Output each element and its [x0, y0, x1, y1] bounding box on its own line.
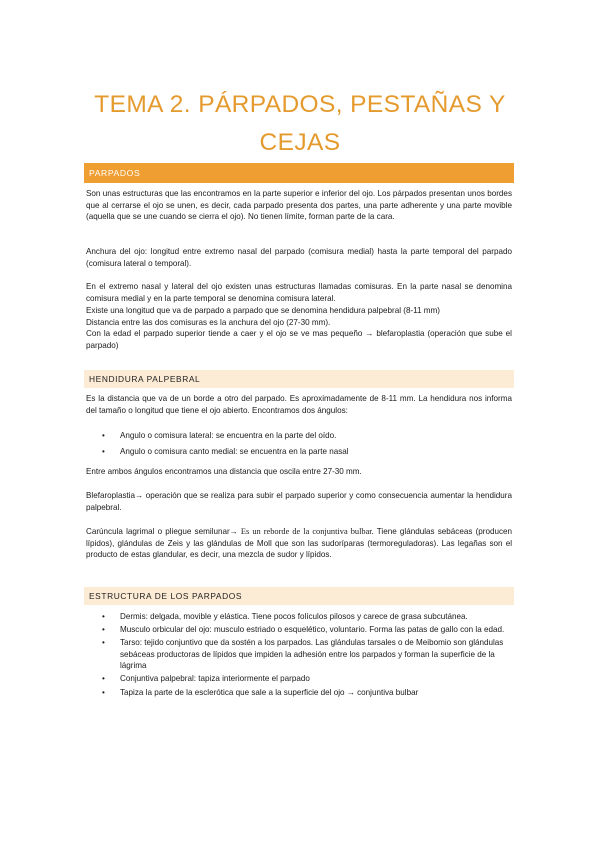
paragraph: Blefaroplastia→ operación que se realiza para subir el parpado superior y como consecuencia aumentar la hendidura palpebral.	[86, 491, 512, 512]
paragraph: Son unas estructuras que las encontramos en la parte superior e inferior del ojo. Los párpados presentan unos bordes que al cerrarse el ojo se unen, es decir, cada parpado presenta dos partes, una parte adherente y una parte movible (aquella que se une cuando se cierra el ojo). No tienen límite, forman parte de la cara.	[86, 189, 512, 222]
section-heading-estructura: ESTRUCTURA DE LOS PARPADOS	[84, 587, 514, 605]
list-item: • Conjuntiva palpebral: tapiza interiormente el parpado	[86, 673, 512, 685]
list-item: • Musculo orbicular del ojo: musculo estriado o esquelético, voluntario. Forma las patas de gallo con la edad.	[86, 624, 512, 636]
caruncula-detail: Tiene glándulas sebáceas (producen lípidos), glándulas de Zeis y las glándulas de Moll que son las sudoríparas (termoreguladoras). Las legañas son el producto de estas glandular, es decir, una mezcla de sudor y lípidos.	[86, 527, 513, 560]
list-item: • Angulo o comisura lateral: se encuentra en la parte del oído.	[86, 430, 512, 442]
paragraph: Es la distancia que va de un borde a otro del parpado. Es aproximadamente de 8-11 mm. La hendidura nos informa del tamaño o longitud que tiene el ojo abierto. Encontramos dos ángulos:	[86, 394, 512, 415]
paragraph: Existe una longitud que va de parpado a parpado que se denomina hendidura palpebral (8-11 mm)	[86, 306, 440, 315]
list-item: • Angulo o comisura canto medial: se encuentra en la parte nasal	[86, 446, 512, 458]
caruncula-definition: Es un reborde de la conjuntiva bulbar.	[240, 527, 374, 536]
paragraph-caruncula	[86, 526, 512, 561]
paragraph: Distancia entre las dos comisuras es la anchura del ojo (27-30 mm).	[86, 317, 331, 327]
title-line-1: TEMA 2. PÁRPADOS, PESTAÑAS Y	[94, 91, 506, 118]
paragraph: Anchura del ojo: longitud entre extremo nasal del parpado (comisura medial) hasta la parte temporal del parpado (comisura lateral o temporal).	[86, 247, 512, 268]
list-item: • Tarso: tejido conjuntivo que da sostén a los parpados. Las glándulas tarsales o de Meibomio son glándulas sebáceas productoras de lípidos que impiden la adhesión entre los parpados y forman la superficie de la lágrima	[86, 637, 512, 672]
list-item: • Tapiza la parte de la esclerótica que sale a la superficie del ojo → conjuntiva bulbar	[86, 687, 512, 699]
bullet-list-estructura	[86, 611, 512, 700]
document-title	[86, 86, 514, 162]
paragraph: En el extremo nasal y lateral del ojo existen unas estructuras llamadas comisuras. En la parte nasal se denomina comisura medial y en la parte temporal se denomina comisura lateral.	[86, 282, 512, 303]
bullet-list-angulos	[86, 430, 512, 461]
section-heading-parpados: PARPADOS	[84, 163, 514, 183]
caruncula-term: Carúncula lagrimal o pliegue semilunar→	[86, 527, 238, 536]
section-heading-hendidura: HENDIDURA PALPEBRAL	[84, 370, 514, 388]
list-item: • Dermis: delgada, movible y elástica. Tiene pocos folículos pilosos y carece de grasa subcutánea.	[86, 611, 512, 623]
paragraph: Entre ambos ángulos encontramos una distancia que oscila entre 27-30 mm.	[86, 467, 362, 476]
paragraph: Con la edad el parpado superior tiende a caer y el ojo se ve mas pequeño → blefaroplastia (operación que sube el parpado)	[86, 329, 512, 350]
title-line-2: CEJAS	[259, 129, 341, 156]
